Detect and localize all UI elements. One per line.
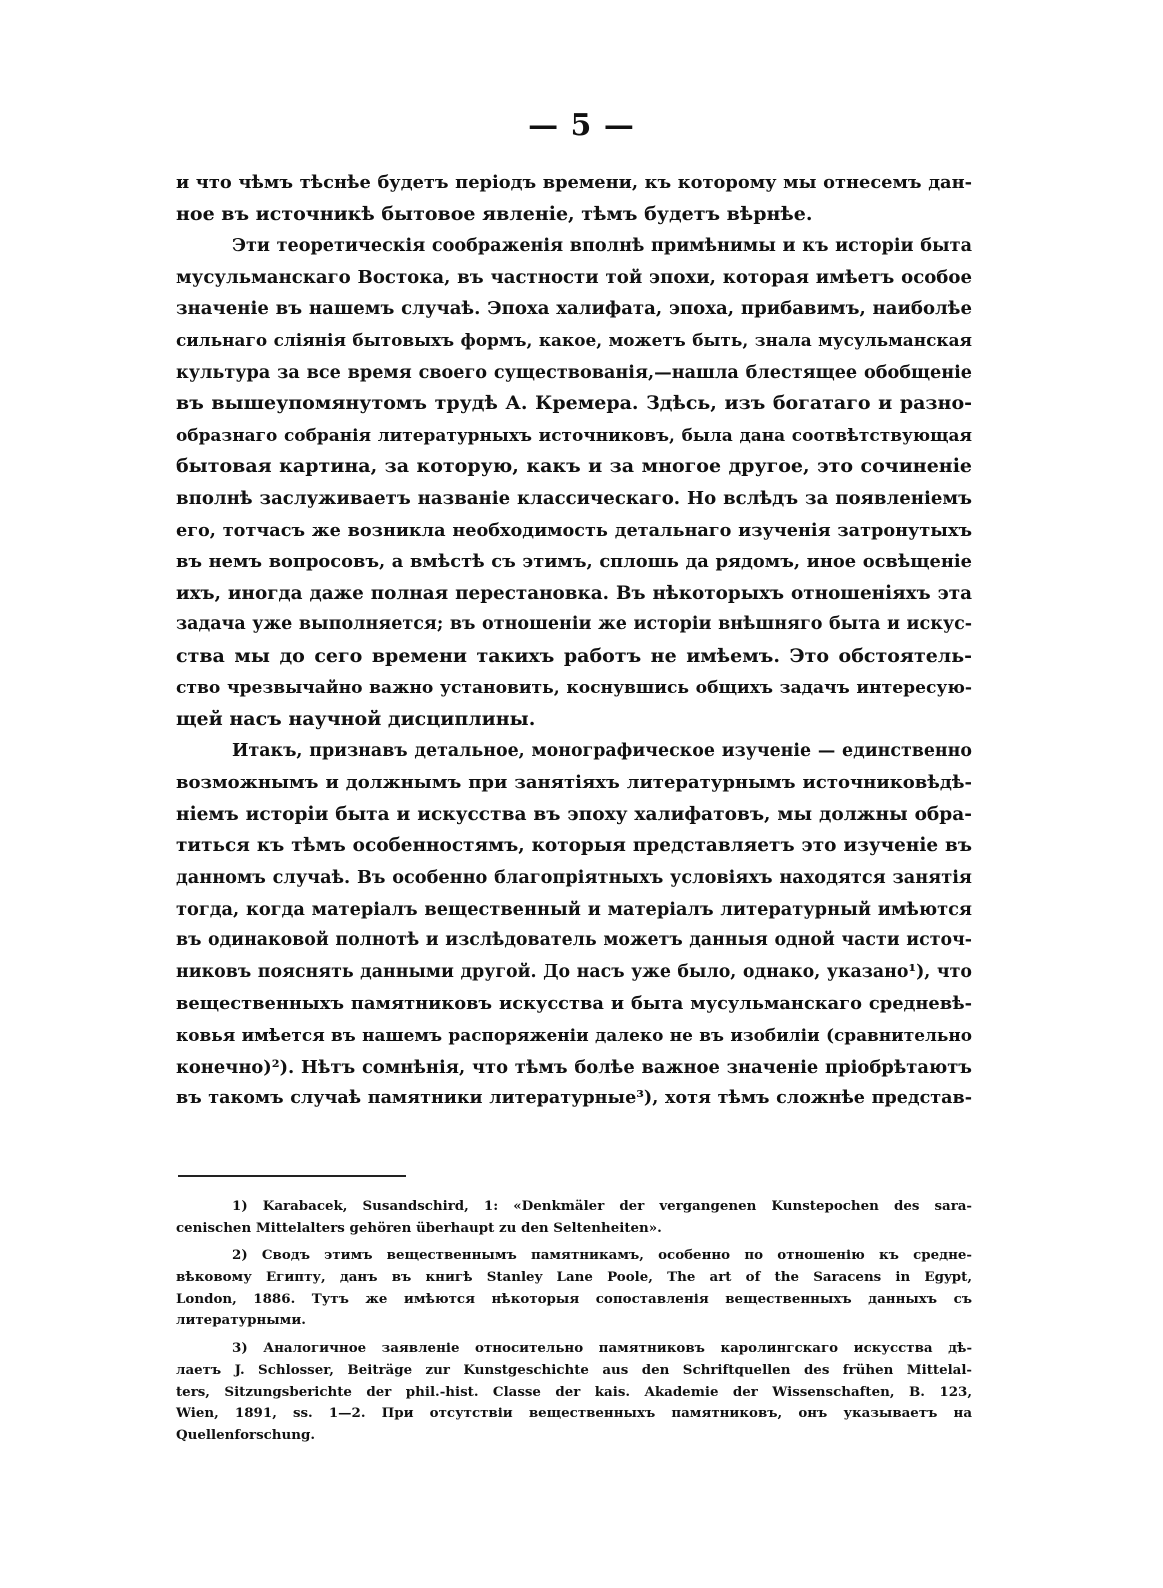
footnote-divider <box>178 1175 406 1177</box>
text-line: ства мы до сего времени такихъ работъ не имѣемъ. Это обстоятель- <box>176 644 972 667</box>
text-line: и что чѣмъ тѣснѣе будетъ періодъ времени, къ которому мы отнесемъ дан- <box>176 172 972 193</box>
text-line: титься къ тѣмъ особенностямъ, которыя представляетъ это изученіе въ <box>176 835 972 857</box>
footnote-line: 3) Аналогичное заявленіе относительно памятниковъ каролингскаго искусства дѣ- <box>232 1340 972 1357</box>
footnote-line: Wien, 1891, ss. 1—2. При отсутствіи вещественныхъ памятниковъ, онъ указываетъ на <box>176 1405 972 1422</box>
footnote-line: 2) Сводъ этимъ вещественнымъ памятникамъ, особенно по отношенію къ средне- <box>232 1247 972 1264</box>
footnote-line: ters, Sitzungsberichte der phil.-hist. Classe der kais. Akademie der Wissenschaften, B. 123, <box>176 1383 972 1400</box>
text-line: ное въ источникѣ бытовое явленіе, тѣмъ будетъ вѣрнѣе. <box>176 202 813 225</box>
text-line: въ немъ вопросовъ, а вмѣстѣ съ этимъ, сплошь да рядомъ, иное освѣщеніе <box>176 551 972 573</box>
text-line: тогда, когда матеріалъ вещественный и матеріалъ литературный имѣются <box>176 898 972 920</box>
footnote-line: 1) Karabacek, Susandschird, 1: «Denkmäler der vergangenen Kunstepochen des sara- <box>232 1198 972 1214</box>
text-line: мусульманскаго Востока, въ частности той эпохи, которая имѣетъ особое <box>176 266 972 288</box>
text-line: ихъ, иногда даже полная перестановка. Въ нѣкоторыхъ отношеніяхъ эта <box>176 582 972 604</box>
text-line: ство чрезвычайно важно установить, коснувшись общихъ задачъ интересую- <box>176 677 972 698</box>
text-line: въ одинаковой полнотѣ и изслѣдователь можетъ данныя одной части источ- <box>176 930 972 951</box>
text-line: бытовая картина, за которую, какъ и за многое другое, это сочиненіе <box>176 455 972 478</box>
text-line: его, тотчасъ же возникла необходимость детальнаго изученія затронутыхъ <box>176 519 972 541</box>
text-line: образнаго собранія литературныхъ источниковъ, была дана соотвѣтствующая <box>176 424 972 445</box>
text-line: ніемъ исторіи быта и искусства въ эпоху халифатовъ, мы должны обра- <box>176 803 972 825</box>
main-text <box>176 167 972 1115</box>
text-line: задача уже выполняется; въ отношеніи же исторіи внѣшняго быта и искус- <box>176 614 972 635</box>
page-number: — 5 — <box>528 108 635 143</box>
footnote-line: литературными. <box>176 1312 306 1329</box>
footnote-1 <box>176 1196 972 1239</box>
text-line: въ вышеупомянутомъ трудѣ А. Кремера. Здѣсь, изъ богатаго и разно- <box>176 392 972 415</box>
text-line: Итакъ, признавъ детальное, монографическое изученіе — единственно <box>232 740 972 761</box>
text-line: ковья имѣется въ нашемъ распоряженіи далеко не въ изобиліи (сравнительно <box>176 1025 972 1046</box>
footnotes <box>176 1196 972 1447</box>
footnote-3 <box>176 1338 972 1446</box>
footnote-line: Quellenforschung. <box>176 1426 316 1443</box>
text-line: конечно)²). Нѣтъ сомнѣнія, что тѣмъ болѣе важное значеніе пріобрѣтаютъ <box>176 1056 972 1078</box>
text-line: щей насъ научной дисциплины. <box>176 708 536 731</box>
text-line: культура за все время своего существованія,—нашла блестящее обобщеніе <box>176 361 972 383</box>
footnote-line: London, 1886. Тутъ же имѣются нѣкоторыя сопоставленія вещественныхъ данныхъ съ <box>176 1290 972 1307</box>
text-line: вполнѣ заслуживаетъ названіе классическаго. Но вслѣдъ за появленіемъ <box>176 487 972 509</box>
text-line: сильнаго сліянія бытовыхъ формъ, какое, можетъ быть, знала мусульманская <box>176 329 972 350</box>
text-line: въ такомъ случаѣ памятники литературные³), хотя тѣмъ сложнѣе представ- <box>176 1088 972 1109</box>
text-line: никовъ пояснять данными другой. До насъ уже было, однако, указано¹), что <box>176 961 972 982</box>
text-line: значеніе въ нашемъ случаѣ. Эпоха халифата, эпоха, прибавимъ, наиболѣе <box>176 298 972 320</box>
text-line: данномъ случаѣ. Въ особенно благопріятныхъ условіяхъ находятся занятія <box>176 867 972 889</box>
text-line: возможнымъ и должнымъ при занятіяхъ литературнымъ источниковѣдѣ- <box>176 772 972 794</box>
footnote-line: лаетъ J. Schlosser, Beiträge zur Kunstgeschichte aus den Schriftquellen des frühen Mittelal- <box>176 1361 972 1378</box>
footnote-line: cenischen Mittelalters gehören überhaupt zu den Seltenheiten». <box>176 1219 662 1236</box>
text-line: вещественныхъ памятниковъ искусства и быта мусульманскаго средневѣ- <box>176 993 972 1015</box>
footnote-2 <box>176 1245 972 1332</box>
footnote-line: вѣковому Египту, данъ въ книгѣ Stanley Lane Poole, The art of the Saracens in Egypt, <box>176 1269 972 1286</box>
text-line: Эти теоретическія соображенія вполнѣ примѣнимы и къ исторіи быта <box>232 235 972 257</box>
